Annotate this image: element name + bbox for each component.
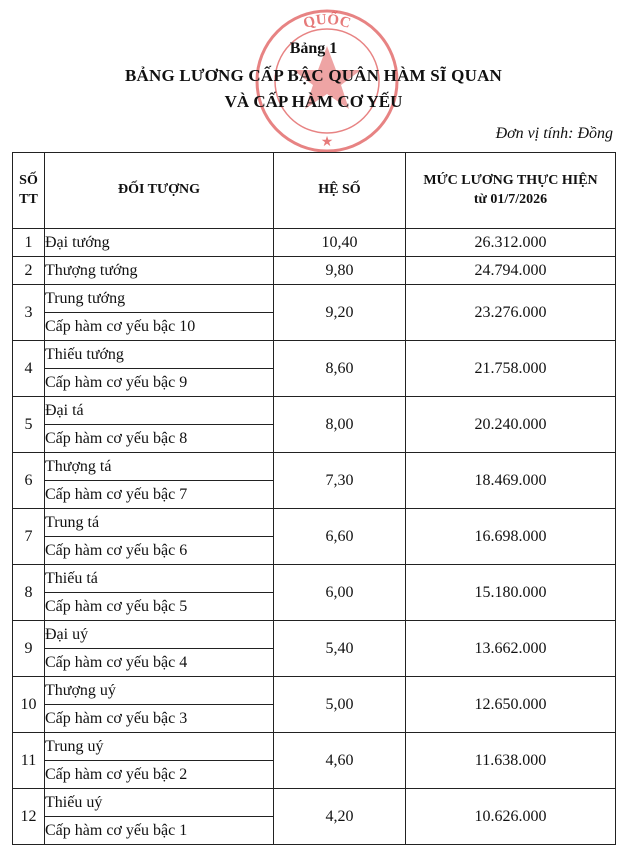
seal-text: QUỐC	[301, 11, 353, 32]
table-row	[13, 677, 616, 705]
table-row	[13, 621, 616, 649]
svg-text:★: ★	[320, 134, 334, 150]
row-coefficient: 7,30	[274, 453, 406, 509]
row-coefficient: 9,80	[274, 257, 406, 285]
row-subject: Thiếu tướng	[45, 341, 274, 369]
table-row	[13, 789, 616, 817]
row-salary: 24.794.000	[406, 257, 616, 285]
row-stt: 8	[13, 565, 45, 621]
row-stt: 10	[13, 677, 45, 733]
row-subject: Thiếu uý	[45, 789, 274, 817]
header-coef: HỆ SỐ	[274, 153, 406, 229]
row-stt: 5	[13, 397, 45, 453]
row-coefficient: 6,60	[274, 509, 406, 565]
row-salary: 21.758.000	[406, 341, 616, 397]
row-coefficient: 8,60	[274, 341, 406, 397]
row-subject: Cấp hàm cơ yếu bậc 3	[45, 705, 274, 733]
document-title-line1: BẢNG LƯƠNG CẤP BẬC QUÂN HÀM SĨ QUAN	[124, 66, 503, 85]
row-coefficient: 9,20	[274, 285, 406, 341]
row-stt: 1	[13, 229, 45, 257]
row-subject: Trung tá	[45, 509, 274, 537]
row-stt: 4	[13, 341, 45, 397]
row-subject: Thượng uý	[45, 677, 274, 705]
table-row	[13, 509, 616, 537]
row-subject: Cấp hàm cơ yếu bậc 7	[45, 481, 274, 509]
row-subject: Cấp hàm cơ yếu bậc 4	[45, 649, 274, 677]
row-stt: 2	[13, 257, 45, 285]
table-row	[13, 397, 616, 425]
row-subject: Đại uý	[45, 621, 274, 649]
row-salary: 26.312.000	[406, 229, 616, 257]
row-subject: Cấp hàm cơ yếu bậc 2	[45, 761, 274, 789]
row-stt: 9	[13, 621, 45, 677]
row-salary: 16.698.000	[406, 509, 616, 565]
table-row	[13, 285, 616, 313]
row-salary: 18.469.000	[406, 453, 616, 509]
table-row	[13, 453, 616, 481]
row-salary: 13.662.000	[406, 621, 616, 677]
row-subject: Thượng tá	[45, 453, 274, 481]
row-subject: Cấp hàm cơ yếu bậc 8	[45, 425, 274, 453]
row-salary: 12.650.000	[406, 677, 616, 733]
row-stt: 6	[13, 453, 45, 509]
row-coefficient: 4,60	[274, 733, 406, 789]
header-stt: SỐ TT	[13, 153, 45, 229]
row-stt: 12	[13, 789, 45, 845]
row-subject: Thượng tướng	[45, 257, 274, 285]
row-subject: Đại tướng	[45, 229, 274, 257]
table-row	[13, 257, 616, 285]
row-coefficient: 10,40	[274, 229, 406, 257]
table-row	[13, 229, 616, 257]
row-subject: Cấp hàm cơ yếu bậc 9	[45, 369, 274, 397]
document-title-line2: VÀ CẤP HÀM CƠ YẾU	[224, 92, 403, 111]
row-stt: 11	[13, 733, 45, 789]
row-subject: Thiếu tá	[45, 565, 274, 593]
row-subject: Cấp hàm cơ yếu bậc 1	[45, 817, 274, 845]
row-coefficient: 8,00	[274, 397, 406, 453]
row-subject: Cấp hàm cơ yếu bậc 10	[45, 313, 274, 341]
header-subject: ĐỐI TƯỢNG	[45, 153, 274, 229]
row-coefficient: 4,20	[274, 789, 406, 845]
salary-table	[12, 152, 616, 845]
table-row	[13, 733, 616, 761]
row-salary: 10.626.000	[406, 789, 616, 845]
row-salary: 15.180.000	[406, 565, 616, 621]
row-subject: Trung tướng	[45, 285, 274, 313]
row-coefficient: 5,40	[274, 621, 406, 677]
row-subject: Đại tá	[45, 397, 274, 425]
unit-note: Đơn vị tính: Đồng	[495, 125, 613, 142]
row-salary: 11.638.000	[406, 733, 616, 789]
row-stt: 3	[13, 285, 45, 341]
table-row	[13, 341, 616, 369]
table-header-row	[13, 153, 616, 229]
row-subject: Cấp hàm cơ yếu bậc 6	[45, 537, 274, 565]
row-coefficient: 5,00	[274, 677, 406, 733]
row-subject: Trung uý	[45, 733, 274, 761]
table-label: Bảng 1	[289, 40, 338, 57]
row-salary: 23.276.000	[406, 285, 616, 341]
row-subject: Cấp hàm cơ yếu bậc 5	[45, 593, 274, 621]
row-coefficient: 6,00	[274, 565, 406, 621]
table-row	[13, 565, 616, 593]
row-stt: 7	[13, 509, 45, 565]
row-salary: 20.240.000	[406, 397, 616, 453]
header-salary: MỨC LƯƠNG THỰC HIỆN từ 01/7/2026	[406, 153, 616, 229]
